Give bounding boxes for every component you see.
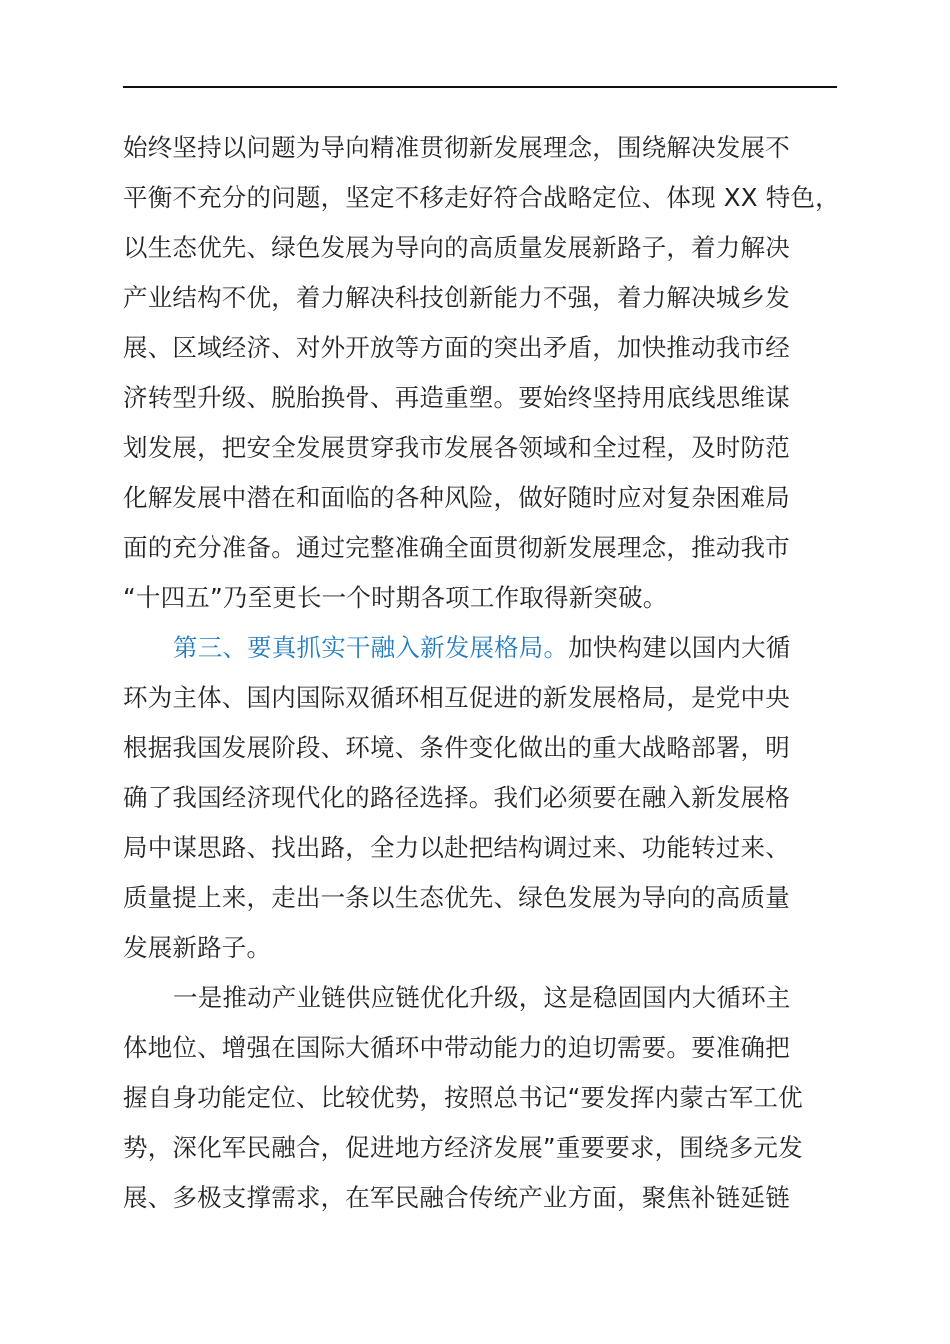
text-line: 展、多极支撑需求，在军民融合传统产业方面，聚焦补链延链 [123, 1183, 790, 1212]
paragraph-continuation [123, 123, 863, 623]
text-line: 面的充分准备。通过完整准确全面贯彻新发展理念，推动我市 [123, 533, 790, 562]
paragraph-point-one [123, 973, 863, 1223]
text-line: 产业结构不优，着力解决科技创新能力不强，着力解决城乡发 [123, 283, 790, 312]
section-heading: 第三、要真抓实干融入新发展格局。 [173, 633, 569, 662]
text-line: 根据我国发展阶段、环境、条件变化做出的重大战略部署，明 [123, 733, 790, 762]
text-line: 确了我国经济现代化的路径选择。我们必须要在融入新发展格 [123, 783, 790, 812]
text-line: 济转型升级、脱胎换骨、再造重塑。要始终坚持用底线思维谋 [123, 383, 790, 412]
text-line: 始终坚持以问题为导向精准贯彻新发展理念，围绕解决发展不 [123, 133, 790, 162]
text-line: 环为主体、国内国际双循环相互促进的新发展格局，是党中央 [123, 683, 790, 712]
text-line: 平衡不充分的问题，坚定不移走好符合战略定位、体现 XX 特色， [123, 183, 840, 212]
point-first-line: 一是推动产业链供应链优化升级，这是稳固国内大循环主 [173, 983, 791, 1012]
paragraph-section-three [123, 623, 863, 973]
text-line: 质量提上来，走出一条以生态优先、绿色发展为导向的高质量 [123, 883, 790, 912]
text-line: 划发展，把安全发展贯穿我市发展各领域和全过程，及时防范 [123, 433, 790, 462]
text-line: 展、区域经济、对外开放等方面的突出矛盾，加快推动我市经 [123, 333, 790, 362]
text-line: 化解发展中潜在和面临的各种风险，做好随时应对复杂困难局 [123, 483, 790, 512]
text-line: 势，深化军民融合，促进地方经济发展”重要要求，围绕多元发 [123, 1133, 803, 1162]
text-line: 握自身功能定位、比较优势，按照总书记“要发挥内蒙古军工优 [123, 1083, 803, 1112]
text-line: 发展新路子。 [123, 933, 272, 962]
text-line: 局中谋思路、找出路，全力以赴把结构调过来、功能转过来、 [123, 833, 790, 862]
document-body [123, 123, 863, 1223]
text-line: 体地位、增强在国际大循环中带动能力的迫切需要。要准确把 [123, 1033, 790, 1062]
text-line: 以生态优先、绿色发展为导向的高质量发展新路子，着力解决 [123, 233, 790, 262]
section-first-line [123, 623, 863, 673]
section-first-line-text: 加快构建以国内大循 [568, 633, 791, 662]
header-rule [123, 86, 837, 88]
text-line: “十四五”乃至更长一个时期各项工作取得新突破。 [123, 583, 668, 612]
